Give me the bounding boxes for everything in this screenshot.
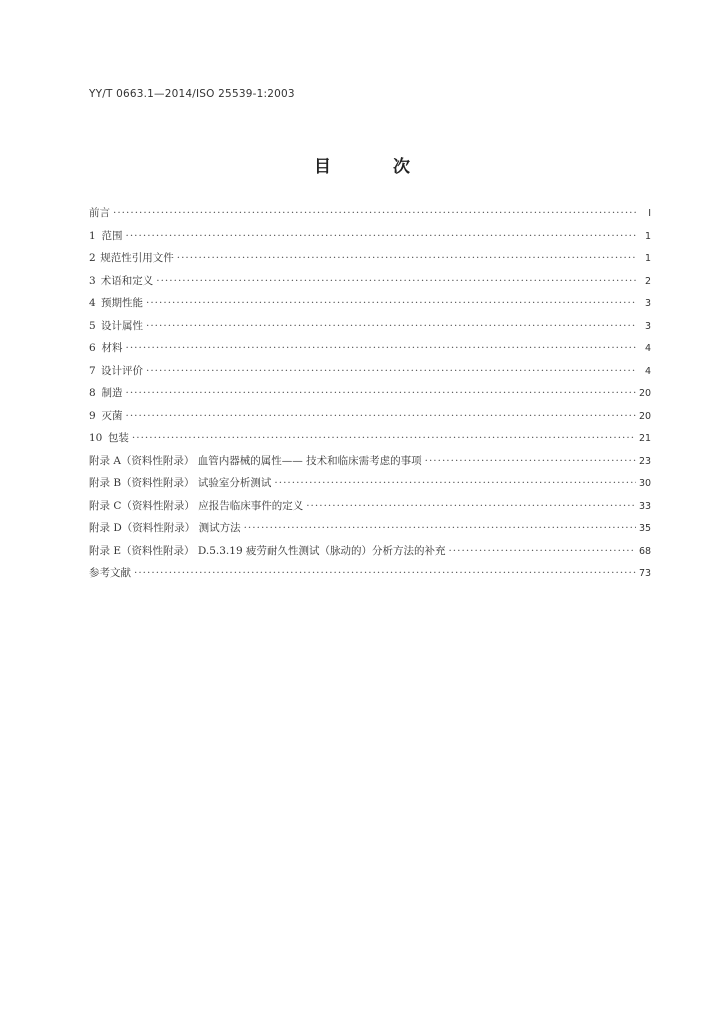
toc-entry-page: 35 <box>639 523 652 534</box>
toc-dot-leader <box>244 522 636 534</box>
toc-dot-leader <box>126 342 637 354</box>
page-title: 目 次 <box>314 157 438 177</box>
toc-entry-page: 20 <box>639 388 652 399</box>
toc-dot-leader <box>146 320 636 332</box>
toc-dot-leader <box>126 387 637 399</box>
toc-dot-leader <box>177 252 636 264</box>
toc-entry[interactable] <box>89 250 651 273</box>
toc-entry-label: 附录 B（资料性附录） 试验室分析测试 <box>89 477 272 489</box>
toc-entry[interactable] <box>89 318 651 341</box>
toc-entry-label: 附录 C（资料性附录） 应报告临床事件的定义 <box>89 499 304 512</box>
toc-entry[interactable] <box>89 498 651 521</box>
toc-entry[interactable] <box>89 340 651 363</box>
toc-entry[interactable] <box>89 475 651 498</box>
toc-entry[interactable] <box>89 408 651 431</box>
toc-dot-leader <box>156 275 636 287</box>
toc-entry-number: 7 <box>89 364 96 377</box>
toc-entry-label: 设计评价 <box>101 364 143 377</box>
toc-entry-page: Ⅰ <box>648 208 651 219</box>
toc-entry-page: 68 <box>639 545 652 557</box>
toc-entry-number: 3 <box>89 274 96 287</box>
toc-dot-leader <box>274 477 636 489</box>
toc-entry-label: 前言 <box>89 207 110 219</box>
toc-entry-number: 4 <box>89 297 96 309</box>
toc-entry-label: 包装 <box>107 432 129 444</box>
toc-entry-number: 1 <box>89 229 96 242</box>
toc-entry[interactable] <box>89 430 651 453</box>
toc-entry-number: 9 <box>89 409 96 422</box>
toc-entry-label: 设计属性 <box>101 319 143 332</box>
table-of-contents <box>89 205 651 588</box>
toc-entry-number: 8 <box>89 387 96 399</box>
toc-entry-label: 材料 <box>101 342 123 354</box>
toc-entry[interactable] <box>89 205 651 228</box>
toc-entry-page: 21 <box>639 433 652 444</box>
toc-entry-page: 73 <box>639 568 652 579</box>
toc-dot-leader <box>113 207 636 219</box>
toc-entry-label: 灭菌 <box>101 409 123 422</box>
toc-entry-page: 1 <box>644 230 651 242</box>
toc-entry[interactable] <box>89 453 651 476</box>
toc-entry-label: 制造 <box>101 387 123 399</box>
toc-entry[interactable] <box>89 295 651 318</box>
toc-entry-page: 1 <box>644 253 651 264</box>
toc-entry[interactable] <box>89 520 651 543</box>
standard-number: YY/T 0663.1—2014/ISO 25539-1:2003 <box>89 88 295 100</box>
toc-entry-page: 3 <box>644 298 651 309</box>
toc-entry-number: 6 <box>89 342 96 354</box>
toc-entry-page: 3 <box>644 320 651 332</box>
toc-entry-label: 附录 E（资料性附录） D.5.3.19 疲劳耐久性测试（脉动的）分析方法的补充 <box>89 544 446 557</box>
toc-entry-page: 2 <box>644 275 651 287</box>
toc-entry-number: 10 <box>89 432 103 444</box>
toc-entry-page: 33 <box>639 500 652 512</box>
toc-entry-label: 附录 D（资料性附录） 测试方法 <box>89 522 241 534</box>
toc-entry-number: 2 <box>89 252 96 264</box>
toc-entry-label: 附录 A（资料性附录） 血管内器械的属性—— 技术和临床需考虑的事项 <box>89 454 422 467</box>
toc-dot-leader <box>425 455 636 467</box>
toc-entry[interactable] <box>89 565 651 588</box>
toc-entry[interactable] <box>89 543 651 566</box>
toc-entry-number: 5 <box>89 319 96 332</box>
toc-entry-label: 预期性能 <box>101 297 143 309</box>
toc-dot-leader <box>146 365 636 377</box>
toc-entry-label: 参考文献 <box>89 567 131 579</box>
toc-dot-leader <box>132 432 636 444</box>
toc-entry-label: 范围 <box>101 229 123 242</box>
toc-dot-leader <box>126 410 637 422</box>
toc-entry[interactable] <box>89 363 651 386</box>
toc-entry-label: 规范性引用文件 <box>100 252 174 264</box>
toc-entry[interactable] <box>89 228 651 251</box>
toc-entry-page: 4 <box>644 343 651 354</box>
toc-entry-page: 23 <box>639 455 652 467</box>
toc-dot-leader <box>126 230 637 242</box>
toc-dot-leader <box>146 297 636 309</box>
toc-entry-page: 20 <box>639 410 652 422</box>
toc-entry-label: 术语和定义 <box>100 274 154 287</box>
toc-dot-leader <box>134 567 636 579</box>
toc-dot-leader <box>306 500 636 512</box>
toc-entry[interactable] <box>89 273 651 296</box>
toc-entry-page: 30 <box>639 478 652 489</box>
toc-entry[interactable] <box>89 385 651 408</box>
toc-dot-leader <box>448 545 636 557</box>
toc-entry-page: 4 <box>644 365 651 377</box>
